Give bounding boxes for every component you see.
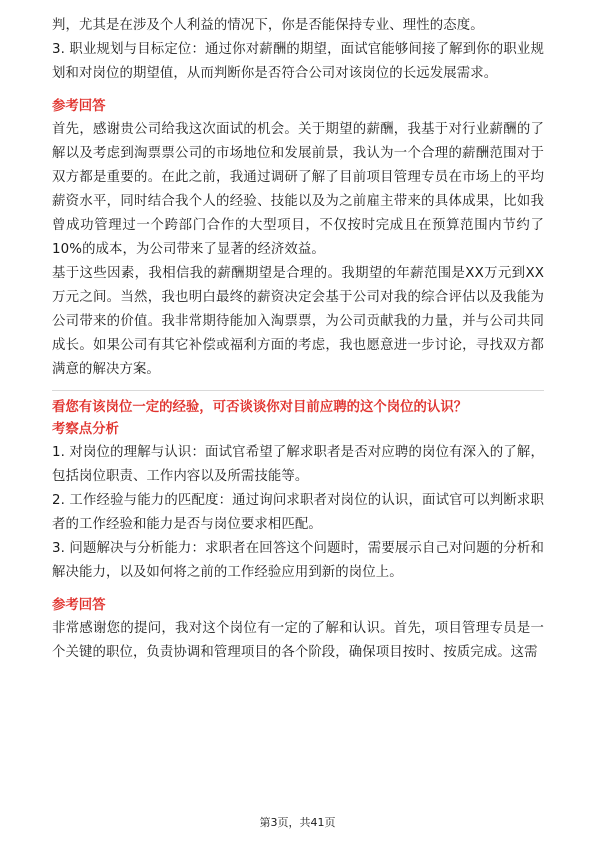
answer-paragraph-3: 非常感谢您的提问，我对这个岗位有一定的了解和认识。首先，项目管理专员是一个关键的职位，负责协调和管理项目的各个阶段，确保项目按时、按质完成。这需 bbox=[52, 621, 544, 660]
analysis-item-1: 1. 对岗位的理解与认识：面试官希望了解求职者是否对应聘的岗位有深入的了解，包括岗位职责、工作内容以及所需技能等。 bbox=[52, 445, 544, 484]
page-number: 第3页，共41页 bbox=[259, 816, 336, 829]
reference-answer-heading-2: 参考回答 bbox=[52, 598, 106, 613]
section-divider bbox=[52, 390, 544, 391]
document-page bbox=[52, 14, 544, 665]
point-3-paragraph: 3. 职业规划与目标定位：通过你对薪酬的期望，面试官能够间接了解到你的职业规划和对岗位的期望值，从而判断你是否符合公司对该岗位的长远发展需求。 bbox=[52, 42, 544, 81]
analysis-item-3: 3. 问题解决与分析能力：求职者在回答这个问题时，需要展示自己对问题的分析和解决能力，以及如何将之前的工作经验应用到新的岗位上。 bbox=[52, 541, 544, 580]
analysis-item-2: 2. 工作经验与能力的匹配度：通过询问求职者对岗位的认识，面试官可以判断求职者的工作经验和能力是否与岗位要求相匹配。 bbox=[52, 493, 544, 532]
reference-answer-heading: 参考回答 bbox=[52, 99, 106, 114]
answer-paragraph-1: 首先，感谢贵公司给我这次面试的机会。关于期望的薪酬，我基于对行业薪酬的了解以及考虑到淘票票公司的市场地位和发展前景，我认为一个合理的薪酬范围对于双方都是重要的。在此之前，我通过调研了解了目前项目管理专员在市场上的平均薪资水平，同时结合我个人的经验、技能以及为之前雇主带来的具体成果，比如我曾成功管理过一个跨部门合作的大型项目，不仅按时完成且在预算范围内节约了10%的成本，为公司带来了显著的经济效益。 bbox=[52, 122, 544, 257]
question-title: 看您有该岗位一定的经验，可否谈谈你对目前应聘的这个岗位的认识？ bbox=[52, 400, 468, 415]
analysis-heading: 考察点分析 bbox=[52, 422, 119, 437]
continuation-paragraph: 判，尤其是在涉及个人利益的情况下，你是否能保持专业、理性的态度。 bbox=[52, 18, 484, 33]
answer-paragraph-2: 基于这些因素，我相信我的薪酬期望是合理的。我期望的年薪范围是XX万元到XX万元之间。当然，我也明白最终的薪资决定会基于公司对我的综合评估以及我能为公司带来的价值。我非常期待能加入淘票票，为公司贡献我的力量，并与公司共同成长。如果公司有其它补偿或福利方面的考虑，我也愿意进一步讨论，寻找双方都满意的解决方案。 bbox=[52, 266, 544, 377]
